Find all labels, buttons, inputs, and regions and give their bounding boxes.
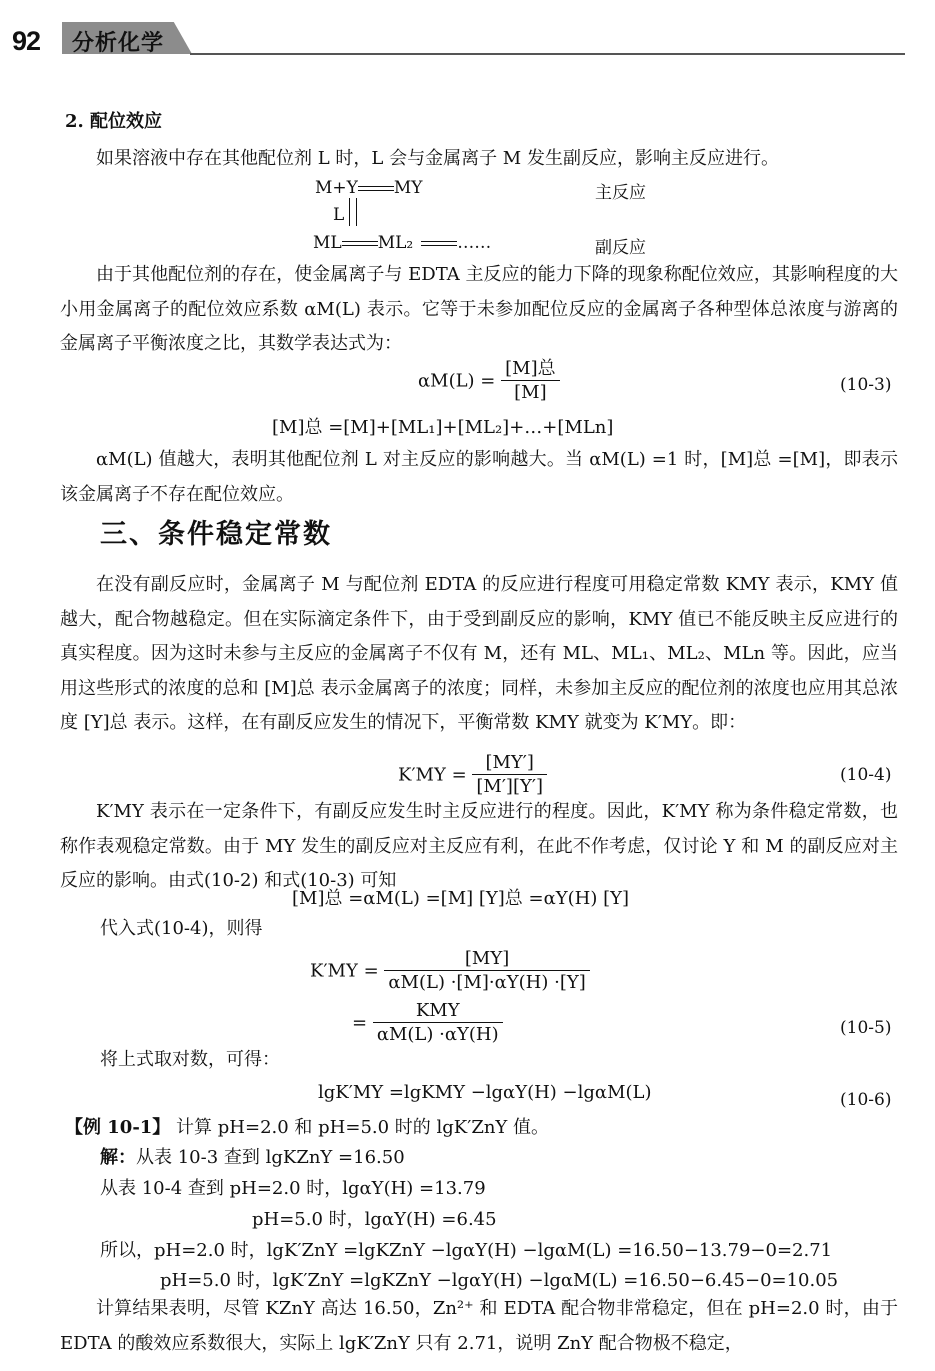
- equation-number-10-5: (10-5): [840, 1018, 892, 1038]
- section-heading-conditional-constant: 三、条件稳定常数: [100, 519, 332, 550]
- equation-10-6: lgK′MY =lgKMY −lgαY(H) −lgαM(L): [318, 1082, 652, 1103]
- scheme-product: MY: [393, 178, 423, 198]
- total-metal-equation: [M]总 =[M]+[ML₁]+[ML₂]+…+[MLn]: [272, 417, 614, 438]
- equation-10-5-line2: [352, 1000, 503, 1047]
- eq5-numerator1: [MY]: [384, 948, 589, 971]
- eq5-numerator2: KMY: [373, 1000, 503, 1023]
- example-question: 计算 pH=2.0 和 pH=5.0 时的 lgK′ZnY 值。: [176, 1117, 550, 1138]
- equation-10-5-line1: [310, 948, 590, 995]
- eq3-numerator: [M]总: [501, 358, 559, 381]
- conditional-constant-paragraph: 在没有副反应时，金属离子 M 与配位剂 EDTA 的反应进行程度可用稳定常数 KMY 表示，KMY 值越大，配合物越稳定。但在实际滴定条件下，由于受到副反应的影响，KMY 值已不能反映主反应进行的真实程度。因为这时未参与主反应的金属离子不仅有 M，还有 ML、ML₁、ML₂、MLn 等。因此，应当用这些形式的浓度的总和 [M]总 表示金属离子的浓度；同样，未参加主反应的配位剂的浓度也应用其总浓度 [Y]总 表示。这样，在有副反应发生的情况下，平衡常数 KMY 就变为 K′MY。即：: [60, 574, 898, 733]
- equilibrium-arrow-icon: [358, 185, 394, 193]
- header-rule: [190, 53, 905, 55]
- scheme-vertical-label: L: [333, 205, 345, 225]
- equation-number-10-6: (10-6): [840, 1090, 892, 1110]
- scheme-ellipsis: ……: [457, 233, 492, 253]
- intro-paragraph: 如果溶液中存在其他配位剂 L 时，L 会与金属离子 M 发生副反应，影响主反应进行。: [96, 148, 779, 169]
- main-reaction-label: 主反应: [595, 183, 646, 203]
- vertical-equilibrium-icon: [349, 198, 357, 226]
- equation-number-10-3: (10-3): [840, 375, 892, 395]
- eq5-denominator1: αM(L) ·[M]·αY(H) ·[Y]: [388, 972, 586, 993]
- side-reaction-label: 副反应: [595, 238, 646, 258]
- equation-10-4: [398, 752, 547, 799]
- solution-step-4: 所以，pH=2.0 时，lgK′ZnY =lgKZnY −lgαY(H) −lgαM(L) =16.50−13.79−0=2.71: [100, 1240, 833, 1261]
- alpha-substitution-equation: [M]总 =αM(L) =[M] [Y]总 =αY(H) [Y]: [292, 888, 630, 909]
- eq4-lhs: K′MY =: [398, 764, 467, 786]
- coordination-effect-paragraph: 由于其他配位剂的存在，使金属离子与 EDTA 主反应的能力下降的现象称配位效应，其影响程度的大小用金属离子的配位效应系数 αM(L) 表示。它等于未参加配位反应的金属离子各种型体总浓度与游离的金属离子平衡浓度之比，其数学表达式为：: [60, 264, 898, 354]
- apparent-constant-paragraph: K′MY 表示在一定条件下，有副反应发生时主反应进行的程度。因此，K′MY 称为条件稳定常数，也称作表观稳定常数。由于 MY 发生的副反应对主反应有利，在此不作考虑，仅讨论 Y 和 M 的副反应对主反应的影响。由式(10-2) 和式(10-3) 可知: [60, 801, 898, 891]
- eq4-fraction: [472, 752, 547, 799]
- equation-10-3: [418, 358, 560, 405]
- eq5-fraction2: [373, 1000, 503, 1047]
- eq3-denominator: [M]: [514, 382, 547, 403]
- scheme-ml2: ML₂: [377, 233, 414, 253]
- eq4-denominator: [M′][Y′]: [476, 776, 543, 797]
- eq3-lhs: αM(L) =: [418, 370, 496, 392]
- equation-number-10-4: (10-4): [840, 765, 892, 785]
- eq5-equals: =: [352, 1012, 368, 1034]
- eq4-numerator: [MY′]: [472, 752, 547, 775]
- section-heading-coordination-effect: 2. 配位效应: [65, 111, 163, 132]
- alpha-explanation-paragraph: αM(L) 值越大，表明其他配位剂 L 对主反应的影响越大。当 αM(L) =1 时，[M]总 =[M]，即表示该金属离子不存在配位效应。: [60, 449, 898, 505]
- page-header: [0, 0, 935, 70]
- solution-line-1: [100, 1143, 405, 1169]
- example-question-line: [65, 1113, 549, 1139]
- eq5-lhs: K′MY =: [310, 960, 379, 982]
- solution-step-3: pH=5.0 时，lgαY(H) =6.45: [252, 1209, 497, 1230]
- eq5-denominator2: αM(L) ·αY(H): [376, 1024, 499, 1045]
- log-intro-line: 将上式取对数，可得：: [100, 1049, 280, 1070]
- solution-step-5: pH=5.0 时，lgK′ZnY =lgKZnY −lgαY(H) −lgαM(L) =16.50−6.45−0=10.05: [160, 1270, 839, 1291]
- page-number: 92: [12, 26, 41, 56]
- conclusion-paragraph: 计算结果表明，尽管 KZnY 高达 16.50，Zn²⁺ 和 EDTA 配合物非常稳定，但在 pH=2.0 时，由于 EDTA 的酸效应系数很大，实际上 lgK′ZnY 只有 2.71，说明 ZnY 配合物极不稳定，: [60, 1298, 898, 1354]
- solution-label: 解：: [100, 1147, 136, 1168]
- eq5-fraction1: [384, 948, 589, 995]
- example-label: 【例 10-1】: [65, 1117, 171, 1138]
- scheme-ml: ML: [313, 233, 342, 253]
- equilibrium-arrow-icon: [421, 240, 457, 248]
- substitute-line: 代入式(10-4)，则得: [100, 918, 263, 939]
- equilibrium-arrow-icon: [342, 240, 378, 248]
- scheme-reactants: M+Y: [315, 178, 358, 198]
- eq3-fraction: [501, 358, 559, 405]
- solution-step-1: 从表 10-3 查到 lgKZnY =16.50: [136, 1147, 405, 1168]
- solution-step-2: 从表 10-4 查到 pH=2.0 时，lgαY(H) =13.79: [100, 1178, 486, 1199]
- book-title: 分析化学: [72, 31, 165, 56]
